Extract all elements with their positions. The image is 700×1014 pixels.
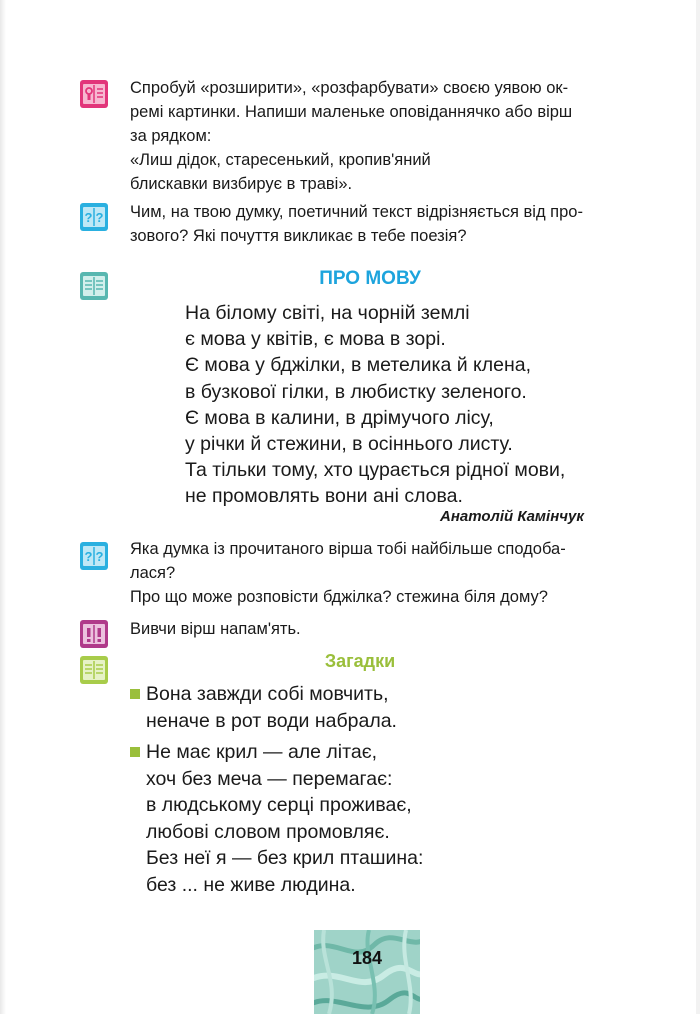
- task-imagine-line: «Лиш дідок, старесенький, кропив'яний: [130, 151, 431, 169]
- svg-text:?: ?: [95, 549, 104, 564]
- poem-line: На білому світі, на чорній землі: [185, 302, 470, 324]
- task-imagine-line: блискавки визбирує в траві».: [130, 175, 353, 193]
- task-poem-questions-line: Про що може розповісти бджілка? стежина біля дому?: [130, 588, 548, 606]
- riddle-line: хоч без меча — перемагає:: [146, 767, 393, 790]
- task-imagine: [130, 76, 640, 196]
- memorize-icon: [80, 620, 108, 648]
- question-icon: [80, 203, 108, 231]
- poem-title: ПРО МОВУ: [319, 268, 421, 289]
- poem-line: у річки й стежини, в осіннього листу.: [185, 433, 513, 456]
- question-icon: [80, 542, 108, 570]
- poem-line: Є мова в калини, в дрімучого лісу,: [185, 406, 494, 429]
- page-number-badge: [314, 930, 420, 1014]
- riddle-line: без ... не живе людина.: [146, 873, 356, 896]
- task-poem-questions-line: Яка думка із прочитаного вірша тобі найбільше сподоба-: [130, 540, 566, 558]
- riddle-line: любові словом промовляє.: [146, 820, 390, 843]
- bullet-icon: [130, 747, 140, 757]
- riddle-line: в людському серці проживає,: [146, 794, 412, 816]
- task-imagine-line: за рядком:: [130, 127, 212, 145]
- riddle-2: [130, 739, 423, 898]
- poem-line: не промовлять вони ані слова.: [185, 485, 463, 508]
- page-number: 184: [351, 948, 383, 968]
- task-question-line: зового? Які почуття викликає в тебе поезія?: [130, 227, 467, 245]
- leaf-pattern-icon: [314, 930, 420, 1014]
- riddle-line: Вона завжди собі мовчить,: [146, 683, 389, 705]
- task-poem-questions-line: лася?: [130, 564, 176, 582]
- riddles-title: Загадки: [324, 651, 396, 671]
- svg-text:?: ?: [84, 210, 93, 225]
- task-memorize-text: Вивчи вірш напам'ять.: [130, 620, 301, 638]
- riddle-line: неначе в рот води набрала.: [146, 709, 397, 732]
- task-question-line: Чим, на твою думку, поетичний текст відрізняється від про-: [130, 203, 583, 221]
- task-question: [130, 200, 640, 248]
- riddle-line: Без неї я — без крил пташина:: [146, 847, 424, 869]
- reading-icon: [80, 272, 108, 300]
- poem-line: Є мова у бджілки, в метелика й клена,: [185, 354, 532, 377]
- task-imagine-line: Спробуй «розширити», «розфарбувати» своєю уявою ок-: [130, 79, 569, 97]
- page-edge-left: [0, 0, 6, 1014]
- task-poem-questions: [130, 537, 640, 609]
- imagine-icon: [80, 80, 108, 108]
- poem-author: Анатолій Камінчук: [440, 508, 584, 525]
- riddle-1: [130, 681, 397, 734]
- poem-line: є мова у квітів, є мова в зорі.: [185, 328, 446, 351]
- riddle-icon: [80, 656, 108, 684]
- svg-text:?: ?: [84, 549, 93, 564]
- poem-line: в бузкової гілки, в любистку зеленого.: [185, 380, 527, 403]
- poem-line: Та тільки тому, хто цурається рідної мови,: [185, 459, 566, 482]
- task-imagine-line: ремі картинки. Напиши маленьке оповіданнячко або вірш: [130, 103, 573, 121]
- task-memorize: [130, 617, 640, 641]
- poem: [185, 300, 565, 510]
- svg-text:?: ?: [95, 210, 104, 225]
- page-edge-right: [696, 0, 700, 1014]
- bullet-icon: [130, 689, 140, 699]
- riddle-line: Не має крил — але літає,: [146, 741, 378, 763]
